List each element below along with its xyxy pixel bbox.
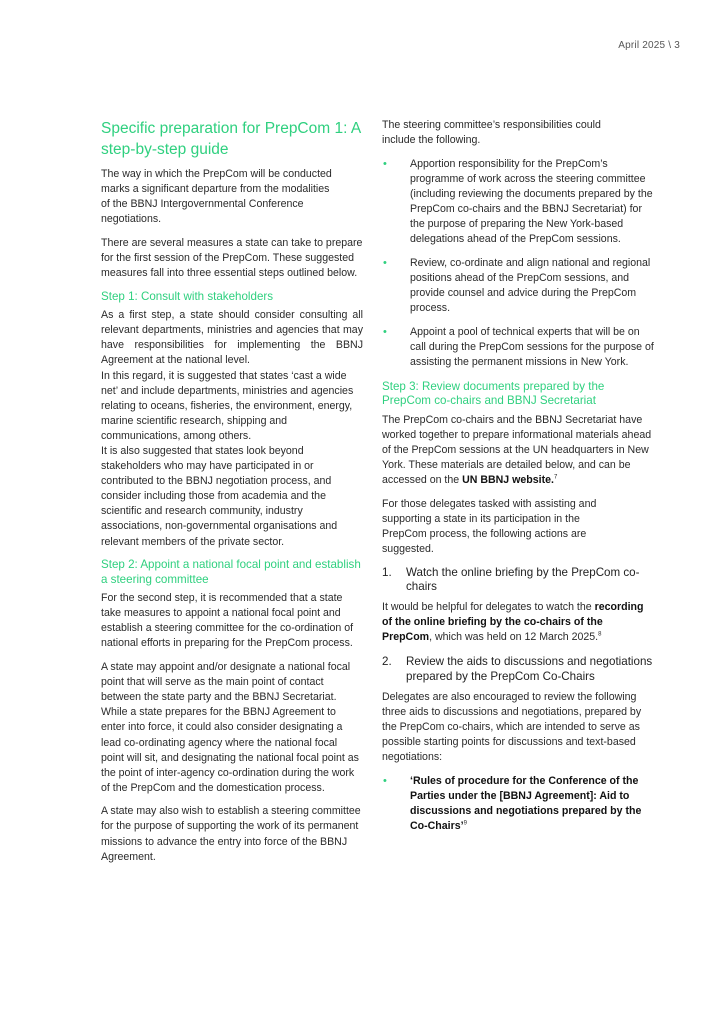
bullet-icon: • xyxy=(383,256,387,269)
bullet-icon: • xyxy=(383,157,387,170)
list-item: • Review, co-ordinate and align national and regional positions ahead of the PrepCom sessions, and provide counsel and advice during the PrepCom process. xyxy=(383,256,651,315)
section-title: Specific preparation for PrepCom 1: A step-by-step guide xyxy=(101,120,361,158)
step2-paragraph-2: A state may appoint and/or designate a national focal point that will serve as the main point of contact between the state party and the BBNJ Secretariat. While a state prepares for the BBNJ Agreement to enter into force, it could also consider designating a lead co-ordinating agency where the national focal point will sit, and designating the national focal point as the point of inter-agency co-ordination during the work of the PrepCom and the domestication process. xyxy=(101,661,359,794)
list-item xyxy=(382,774,654,834)
bullet-icon: • xyxy=(383,774,387,787)
responsibilities-list xyxy=(382,157,654,370)
step1-paragraph-1: As a first step, a state should consider consulting all relevant departments, ministries and agencies that may have responsibilities for implementing the BBNJ Agreement at the national level. xyxy=(101,309,363,367)
aids-list xyxy=(382,774,654,834)
step1-paragraph-2: In this regard, it is suggested that states ‘cast a wide net’ and include departments, ministries and agencies relating to oceans, fisheries, the environment, energy, marine scientific research, shipping and communications, among others. xyxy=(101,369,354,442)
intro-paragraph-1: The way in which the PrepCom will be conducted marks a significant departure from the modalities of the BBNJ Intergovernmental Conference negotiations. xyxy=(101,168,332,226)
left-column xyxy=(101,118,363,873)
un-bbnj-website-link[interactable]: UN BBNJ website. xyxy=(462,474,554,487)
footnote-ref: 8 xyxy=(598,631,602,638)
step2-paragraph-3: A state may also wish to establish a steering committee for the purpose of supporting the work of its permanent missions to advance the entry into force of the BBNJ Agreement. xyxy=(101,805,361,863)
step1-heading: Step 1: Consult with stakeholders xyxy=(101,289,274,303)
list-item: • Apportion responsibility for the PrepCom’s programme of work across the steering committee (including reviewing the documents prepared by the PrepCom co-chairs and the BBNJ Secretariat) for the purpose of preparing the New York-based delegations ahead of the PrepCom sessions. xyxy=(383,157,653,246)
step2-paragraph-1: For the second step, it is recommended that a state take measures to appoint a national focal point and establish a steering committee for the co-ordination of national efforts in preparing for the PrepCom process. xyxy=(101,592,354,650)
step3-paragraph-1: The PrepCom co-chairs and the BBNJ Secretariat have worked together to prepare informational materials ahead of the PrepCom sessions at the UN headquarters in New York. These materials are detailed below, and can be accessed on the UN BBNJ website.$^7$ xyxy=(382,413,652,487)
item1-paragraph: It would be helpful for delegates to watch the recording of the online briefing by the co-chairs of the PrepCom, which was held on 12 March 2025.$^8$ xyxy=(382,601,644,644)
page-header: April 2025 \ 3 xyxy=(618,40,680,51)
step3-heading: Step 3: Review documents prepared by the PrepCom co-chairs and BBNJ Secretariat xyxy=(382,379,605,408)
list-item: • Appoint a pool of technical experts that will be on call during the PrepCom sessions for the purpose of assisting the permanent missions in New York. xyxy=(383,325,654,368)
step2-heading: Step 2: Appoint a national focal point and establish a steering committee xyxy=(101,558,361,586)
step1-paragraph-3: It is also suggested that states look beyond stakeholders who may have participated in or contributed to the BBNJ negotiation process, and consider including those from academia and the scientific and research community, industry associations, non-governmental organisations and relevant members of the private sector. xyxy=(101,445,338,548)
footnote-ref: 9 xyxy=(463,820,467,827)
intro-paragraph-2: There are several measures a state can take to prepare for the first session of the PrepCom. These suggested measures fall into three essential steps outlined below. xyxy=(101,236,363,280)
responsibilities-intro: The steering committee’s responsibilities could include the following. xyxy=(382,119,601,147)
numbered-heading-2: 2. Review the aids to discussions and negotiations prepared by the PrepCom Co-Chairs xyxy=(382,655,653,683)
numbered-heading-1: 1. Watch the online briefing by the PrepCom co-chairs xyxy=(382,565,640,593)
item2-paragraph: Delegates are also encouraged to review the following three aids to discussions and negotiations, prepared by the PrepCom co-chairs, which are intended to serve as possible starting points for discussions and text-based negotiations: xyxy=(382,690,642,764)
bullet-icon: • xyxy=(383,325,387,338)
online-briefing-link[interactable]: recording of the online briefing by the co-chairs of the PrepCom xyxy=(382,601,644,644)
rules-of-procedure-link[interactable]: ‘Rules of procedure for the Conference of the Parties under the [BBNJ Agreement]: Aid to discussions and negotiations prepared by the Co-Chairs’ xyxy=(410,774,642,833)
step3-paragraph-2: For those delegates tasked with assisting and supporting a state in its participation in the PrepCom process, the following actions are suggested. xyxy=(382,497,597,556)
right-column xyxy=(382,118,654,843)
footnote-ref: 7 xyxy=(553,474,558,481)
